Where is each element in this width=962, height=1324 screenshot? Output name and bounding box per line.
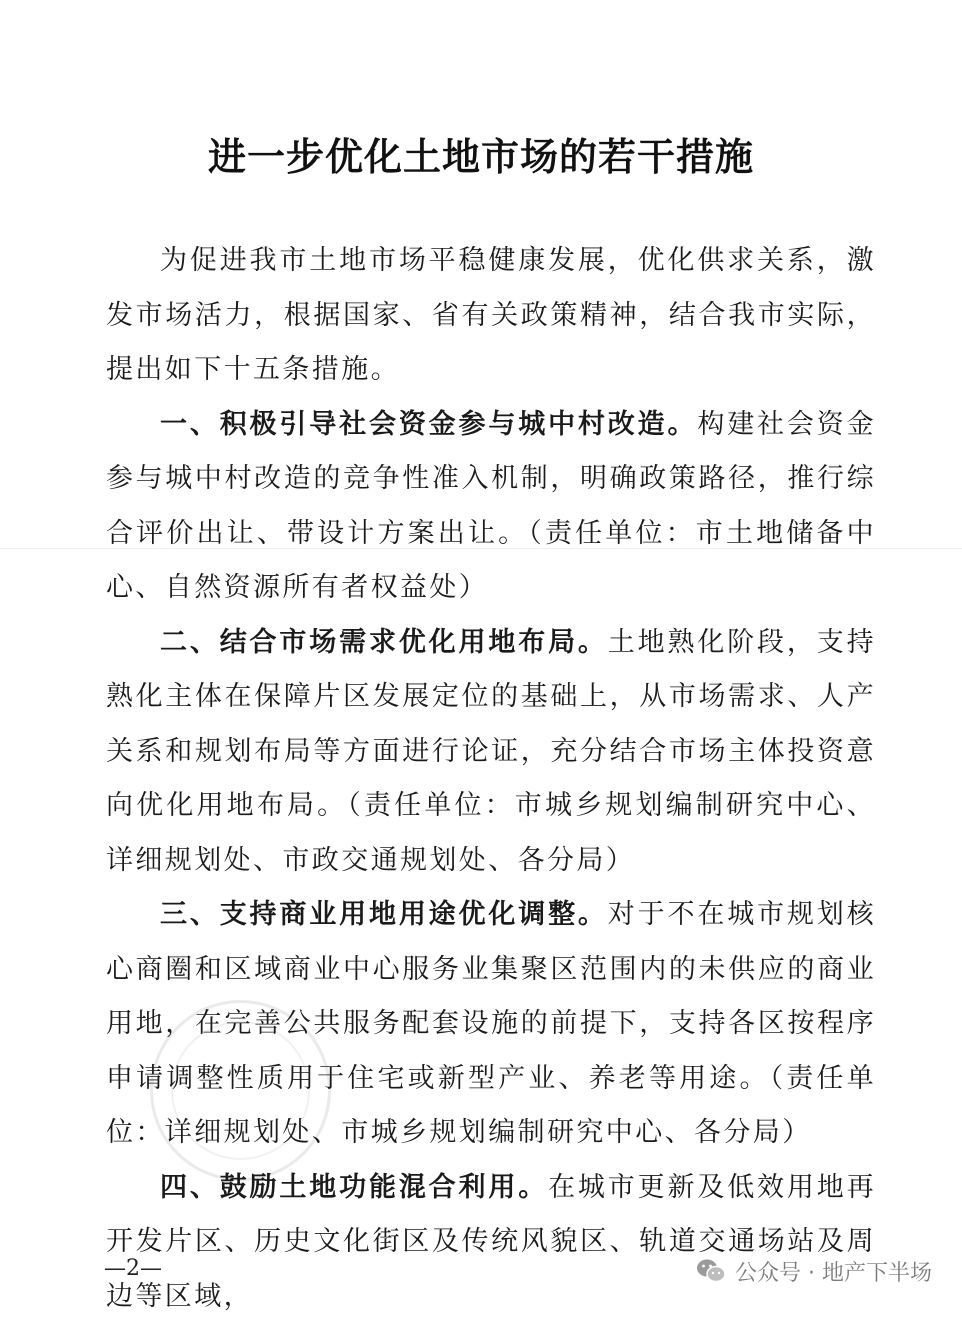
wechat-watermark bbox=[695, 1255, 932, 1287]
paragraph-heading: 一、积极引导社会资金参与城中村改造。 bbox=[160, 409, 697, 440]
document-body bbox=[106, 234, 876, 1324]
document-title: 进一步优化土地市场的若干措施 bbox=[0, 126, 962, 181]
paragraph-text: 土地熟化阶段，支持熟化主体在保障片区发展定位的基础上，从市场需求、人产关系和规划布局等方面进行论证，充分结合市场主体投资意向优化用地布局。（责任单位：市城乡规划编制研究中心、详细规划处、市政交通规划处、各分局） bbox=[106, 627, 876, 876]
watermark-text: 公众号 · 地产下半场 bbox=[735, 1256, 932, 1287]
wechat-icon bbox=[695, 1255, 727, 1287]
page-number: —2— bbox=[104, 1256, 162, 1281]
intro-paragraph bbox=[106, 234, 876, 398]
paragraph-heading: 三、支持商业用地用途优化调整。 bbox=[160, 899, 608, 930]
measure-paragraph-4 bbox=[106, 1161, 876, 1324]
paragraph-heading: 二、结合市场需求优化用地布局。 bbox=[160, 627, 608, 658]
paragraph-text: 在城市更新及低效用地再开发片区、历史文化街区及传统风貌区、轨道交通场站及周边等区域， bbox=[106, 1172, 876, 1312]
paragraph-text: 对于不在城市规划核心商圈和区域商业中心服务业集聚区范围内的未供应的商业用地，在完善公共服务配套设施的前提下，支持各区按程序申请调整性质用于住宅或新型产业、养老等用途。（责任单位：详细规划处、市城乡规划编制研究中心、各分局） bbox=[106, 899, 876, 1148]
measure-paragraph-3 bbox=[106, 888, 876, 1161]
paragraph-text: 为促进我市土地市场平稳健康发展，优化供求关系，激发市场活力，根据国家、省有关政策精神，结合我市实际，提出如下十五条措施。 bbox=[106, 245, 876, 385]
paragraph-heading: 四、鼓励土地功能混合利用。 bbox=[160, 1172, 548, 1203]
paragraph-text: 构建社会资金参与城中村改造的竞争性准入机制，明确政策路径，推行综合评价出让、带设计方案出让。（责任单位：市土地储备中心、自然资源所有者权益处） bbox=[106, 409, 876, 604]
measure-paragraph-1 bbox=[106, 398, 876, 616]
measure-paragraph-2 bbox=[106, 616, 876, 889]
